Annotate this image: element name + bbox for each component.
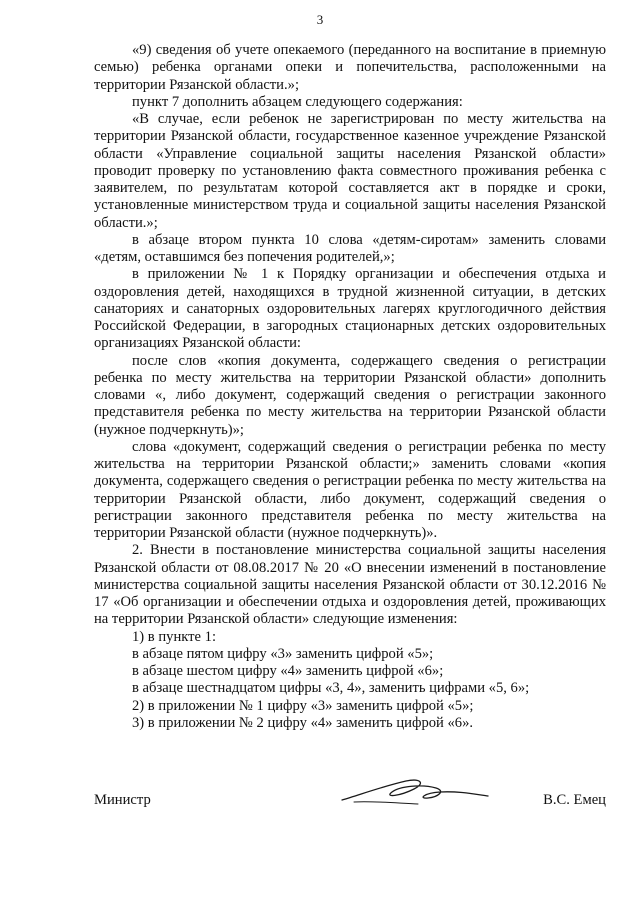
paragraph-section-2: 2. Внести в постановление министерства социальной защиты населения Рязанской области от 08.08.2017 № 20 «О внесении изменений в постановление министерства социальной защиты населения Рязанской области от 30.12.2016 № 17 «Об организации и обеспечении отдыха и оздоровления детей, проживающих на территории Рязанской области» следующие изменения: [94, 542, 606, 628]
paragraph-point-10-change: в абзаце втором пункта 10 слова «детям-сиротам» заменить словами «детям, оставшимся без попечения родителей,»; [94, 231, 606, 265]
paragraph-appendix-1-intro: в приложении № 1 к Порядку организации и обеспечения отдыха и оздоровления детей, находящихся в трудной жизненной ситуации, в детских санаториях и санаторных оздоровительных лагерях круглогодичного действия Российской Федерации, в загородных стационарных детских оздоровительных организациях Рязанской области: [94, 266, 606, 352]
list-item-paragraph-16: в абзаце шестнадцатом цифры «3, 4», заменить цифрами «5, 6»; [132, 680, 530, 697]
paragraph-point-7-intro: пункт 7 дополнить абзацем следующего содержания: [132, 93, 463, 110]
signature-block [94, 788, 606, 818]
signer-name: В.С. Емец [543, 792, 606, 808]
signer-title: Министр [94, 792, 151, 808]
paragraph-point-7-addition: «В случае, если ребенок не зарегистрирован по месту жительства на территории Рязанской области, государственное казенное учреждение Рязанской области «Управление социальной защиты населения Рязанской области» проводит проверку по установлению факта совместного проживания ребенка с заявителем, по результатам которой составляется акт в порядке и сроки, установленные министерством труда и социальной защиты населения Рязанской области.»; [94, 111, 606, 231]
document-body [94, 42, 606, 732]
list-item-point-1: 1) в пункте 1: [132, 628, 217, 645]
paragraph-appendix-1-replacement: слова «документ, содержащий сведения о регистрации ребенка по месту жительства на территории Рязанской области;» заменить словами «копия документа, содержащего сведения о регистрации ребенка по месту жительства на территории Рязанской области, либо документ, содержащий сведения о регистрации законного представителя ребенка по месту жительства на территории Рязанской области (нужное подчеркнуть)». [94, 438, 606, 541]
paragraph-item-9-text: «9) сведения об учете опекаемого (переданного на воспитание в приемную семью) ребенка органами опеки и попечительства, расположенными на территории Рязанской области.»; [94, 42, 606, 93]
page-number: 3 [316, 12, 324, 27]
handwritten-signature [334, 770, 494, 825]
paragraph-appendix-1-addition: после слов «копия документа, содержащего сведения о регистрации ребенка по месту жительства на территории Рязанской области» дополнить словами «, либо документ, содержащий сведения о регистрации законного представителя ребенка по месту жительства на территории Рязанской области (нужное подчеркнуть)»; [94, 352, 606, 438]
list-item-paragraph-6: в абзаце шестом цифру «4» заменить цифрой «6»; [132, 663, 444, 679]
list-item-appendix-1: 2) в приложении № 1 цифру «3» заменить цифрой «5»; [132, 697, 474, 714]
list-item-appendix-2: 3) в приложении № 2 цифру «4» заменить цифрой «6». [132, 714, 474, 731]
list-item-paragraph-5: в абзаце пятом цифру «3» заменить цифрой «5»; [132, 645, 434, 662]
